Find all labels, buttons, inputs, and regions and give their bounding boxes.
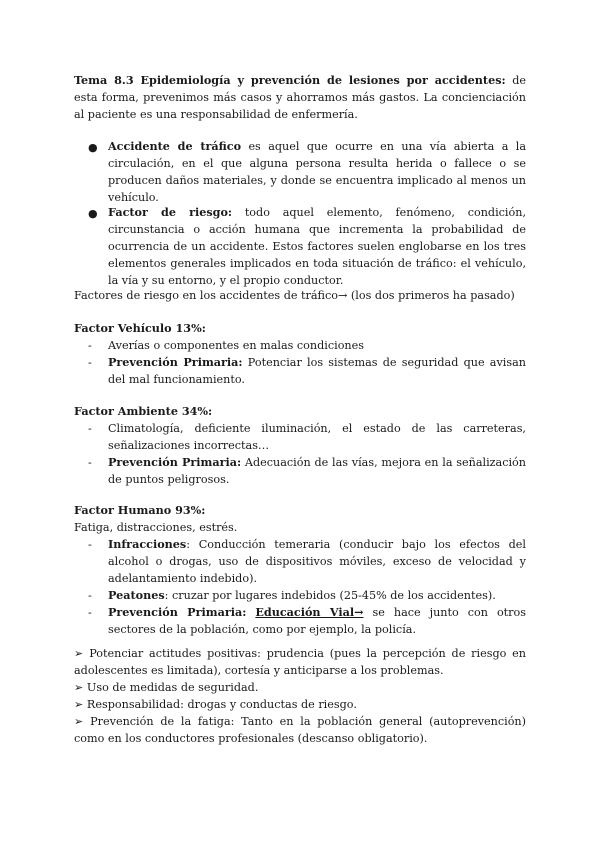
road-education-link: Educación Vial→ bbox=[255, 605, 364, 619]
arrow-item-safety: ➢ Uso de medidas de seguridad. bbox=[74, 681, 259, 694]
definition-risk-factor bbox=[108, 204, 526, 289]
dash-marker: - bbox=[88, 538, 92, 551]
definition-traffic-accident bbox=[108, 138, 526, 206]
factors-heading: Factores de riesgo en los accidentes de tráfico→ (los dos primeros ha pasado) bbox=[74, 289, 515, 302]
arrow-item-fatigue: ➢ Prevención de la fatiga: Tanto en la población general (autoprevención) como en los conductores profesionales (descanso obligatorio). bbox=[74, 715, 526, 745]
environment-item-2 bbox=[108, 454, 526, 488]
definition-term: Accidente de tráfico bbox=[108, 139, 242, 153]
arrow-item-attitudes: ➢ Potenciar actitudes positivas: prudencia (pues la percepción de riesgo en adolescentes es limitada), cortesía y anticiparse a los problemas. bbox=[74, 647, 526, 677]
definition-text: todo aquel elemento, fenómeno, condición, circunstancia o acción humana que incrementa la probabilidad de ocurrencia de un accidente. Estos factores suelen englobarse en los tres elementos generales implicados en toda situación de tráfico: el vehículo, la vía y su entorno, y el propio conductor. bbox=[108, 206, 526, 287]
arrow-item-responsibility: ➢ Responsabilidad: drogas y conductas de riesgo. bbox=[74, 698, 357, 711]
environment-factor-heading: Factor Ambiente 34%: bbox=[74, 404, 213, 418]
definition-text: es aquel que ocurre en una vía abierta a la circulación, en el que alguna persona resulta herida o fallece o se producen daños materiales, y donde se encuentra implicado al menos un vehículo. bbox=[108, 140, 526, 204]
human-item-prevention bbox=[108, 604, 526, 638]
dash-marker: - bbox=[88, 356, 92, 369]
intro-text: de esta forma, prevenimos más casos y ahorramos más gastos. La concienciación al paciente es una responsabilidad de enfermería. bbox=[74, 74, 526, 121]
vehicle-item-2 bbox=[108, 354, 526, 388]
dash-marker: - bbox=[88, 422, 92, 435]
item-text: : cruzar por lugares indebidos (25-45% de los accidentes). bbox=[164, 589, 496, 602]
dash-marker: - bbox=[88, 456, 92, 469]
dash-marker: - bbox=[88, 339, 92, 352]
environment-item-1: Climatología, deficiente iluminación, el estado de las carreteras, señalizaciones incorrectas… bbox=[108, 422, 526, 452]
dash-marker: - bbox=[88, 589, 92, 602]
human-factor-heading: Factor Humano 93%: bbox=[74, 503, 206, 517]
human-item-pedestrians bbox=[108, 587, 526, 604]
human-item-infractions bbox=[108, 536, 526, 587]
prevention-label: Prevención Primaria: bbox=[108, 355, 243, 369]
vehicle-factor-heading: Factor Vehículo 13%: bbox=[74, 321, 206, 335]
prevention-label: Prevención Primaria: bbox=[108, 455, 242, 469]
dash-marker: - bbox=[88, 606, 92, 619]
item-label: Infracciones bbox=[108, 537, 187, 551]
definition-term: Factor de riesgo: bbox=[108, 205, 233, 219]
vehicle-item-1: Averías o componentes en malas condiciones bbox=[108, 339, 365, 352]
prevention-text: Potenciar los sistemas de seguridad que avisan del mal funcionamiento. bbox=[108, 356, 526, 386]
prevention-label: Prevención Primaria: bbox=[108, 605, 247, 619]
bullet-marker: ● bbox=[88, 207, 98, 220]
prevention-text: se hace junto con otros sectores de la población, como por ejemplo, la policía. bbox=[108, 606, 526, 636]
topic-title: Tema 8.3 Epidemiología y prevención de lesiones por accidentes: bbox=[74, 73, 506, 87]
item-label: Peatones bbox=[108, 588, 165, 602]
bullet-marker: ● bbox=[88, 141, 98, 154]
prevention-text: Adecuación de las vías, mejora en la señalización de puntos peligrosos. bbox=[108, 456, 527, 486]
item-text: : Conducción temeraria (conducir bajo los efectos del alcohol o drogas, uso de dispositivos móviles, exceso de velocidad y adelantamiento indebido). bbox=[108, 538, 526, 585]
intro-paragraph bbox=[74, 72, 526, 123]
human-factor-subheading: Fatiga, distracciones, estrés. bbox=[74, 521, 238, 534]
